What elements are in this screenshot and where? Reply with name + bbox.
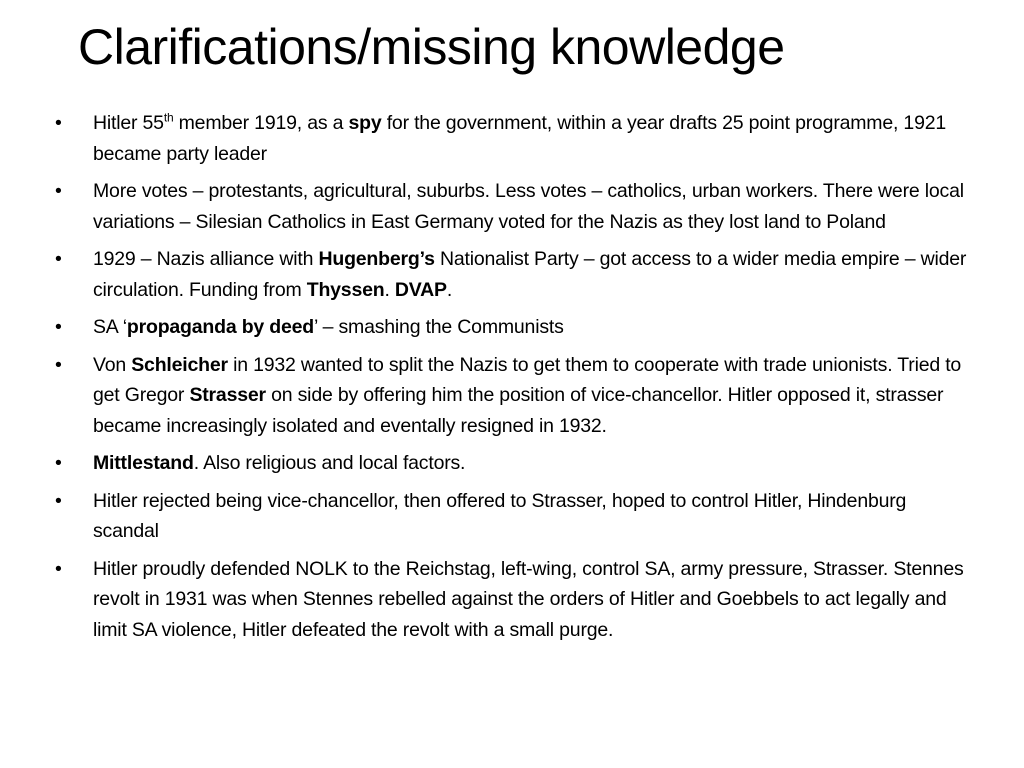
bullet-dot-icon: •: [55, 452, 62, 474]
bullet-dot-icon: •: [55, 180, 62, 202]
bullet-text: [93, 180, 964, 233]
bullet-item: [55, 176, 975, 237]
bullet-dot-icon: •: [55, 353, 62, 376]
bold-term: Thyssen: [306, 278, 385, 301]
bullet-item: [55, 448, 975, 479]
bullet-text: [93, 490, 906, 543]
bold-term: Strasser: [189, 384, 266, 406]
text-segment: .: [446, 278, 453, 301]
bullet-item: [55, 108, 975, 169]
bullet-item: [55, 350, 975, 442]
bold-term: Hugenberg’s: [318, 248, 435, 270]
text-segment: Hitler rejected being vice-chancellor, then offered to Strasser, hoped to control Hitler, Hindenburg scandal: [93, 489, 907, 542]
bullet-item: [55, 554, 975, 646]
bold-term: spy: [348, 112, 382, 134]
text-segment: . Also religious and local factors.: [193, 452, 466, 474]
slide-title: Clarifications/missing knowledge: [78, 19, 785, 75]
bullet-dot-icon: •: [55, 248, 62, 270]
text-segment: ’ – smashing the Communists: [314, 316, 564, 338]
bullet-dot-icon: •: [55, 557, 62, 580]
text-segment: Hitler 55: [93, 112, 164, 134]
text-segment: for the government, within a year drafts 25 point programme, 1921 became party leader: [93, 112, 947, 165]
bullet-dot-icon: •: [55, 112, 62, 134]
bullet-list: [55, 108, 975, 652]
text-segment: on side by offering him the position of vice-chancellor. Hitler opposed it, strasser became increasingly isolated and eventally resigned in 1932.: [93, 384, 944, 437]
bullet-text: [93, 452, 465, 474]
bullet-item: [55, 312, 975, 343]
bold-term: propaganda by deed: [126, 316, 314, 338]
text-segment: 1929 – Nazis alliance with: [93, 248, 319, 270]
bold-term: DVAP: [394, 278, 447, 301]
text-segment: SA ‘: [93, 316, 127, 338]
text-segment: Von: [93, 353, 132, 376]
text-segment: Hitler proudly defended NOLK to the Reichstag, left-wing, control SA, army pressure, Strasser. Stennes revolt in 1931 was when Stennes rebelled against the orders of Hitler and Goebbels to act legally and limit SA violence, Hitler defeated the revolt with a small purge.: [93, 557, 964, 641]
bullet-text: [93, 558, 964, 641]
bullet-text: [93, 354, 961, 437]
bullet-dot-icon: •: [55, 489, 62, 512]
superscript-text: th: [163, 110, 174, 125]
text-segment: member 1919, as a: [173, 112, 349, 134]
text-segment: .: [384, 278, 395, 301]
bullet-text: [93, 248, 966, 301]
text-segment: More votes – protestants, agricultural, suburbs. Less votes – catholics, urban workers. There were local variations – Silesian Catholics in East Germany voted for the Nazis as they lost land to Poland: [93, 180, 964, 233]
bold-term: Schleicher: [131, 353, 228, 376]
text-segment: Nationalist Party – got access to a wider media empire – wider circulation. Funding from: [93, 248, 967, 301]
bullet-text: [93, 112, 946, 165]
bold-term: Mittlestand: [93, 452, 194, 474]
text-segment: in 1932 wanted to split the Nazis to get them to cooperate with trade unionists. Tried to get Gregor: [93, 353, 962, 406]
bullet-dot-icon: •: [55, 316, 62, 338]
bullet-item: [55, 244, 975, 305]
bullet-item: [55, 486, 975, 547]
bullet-text: [93, 316, 564, 338]
